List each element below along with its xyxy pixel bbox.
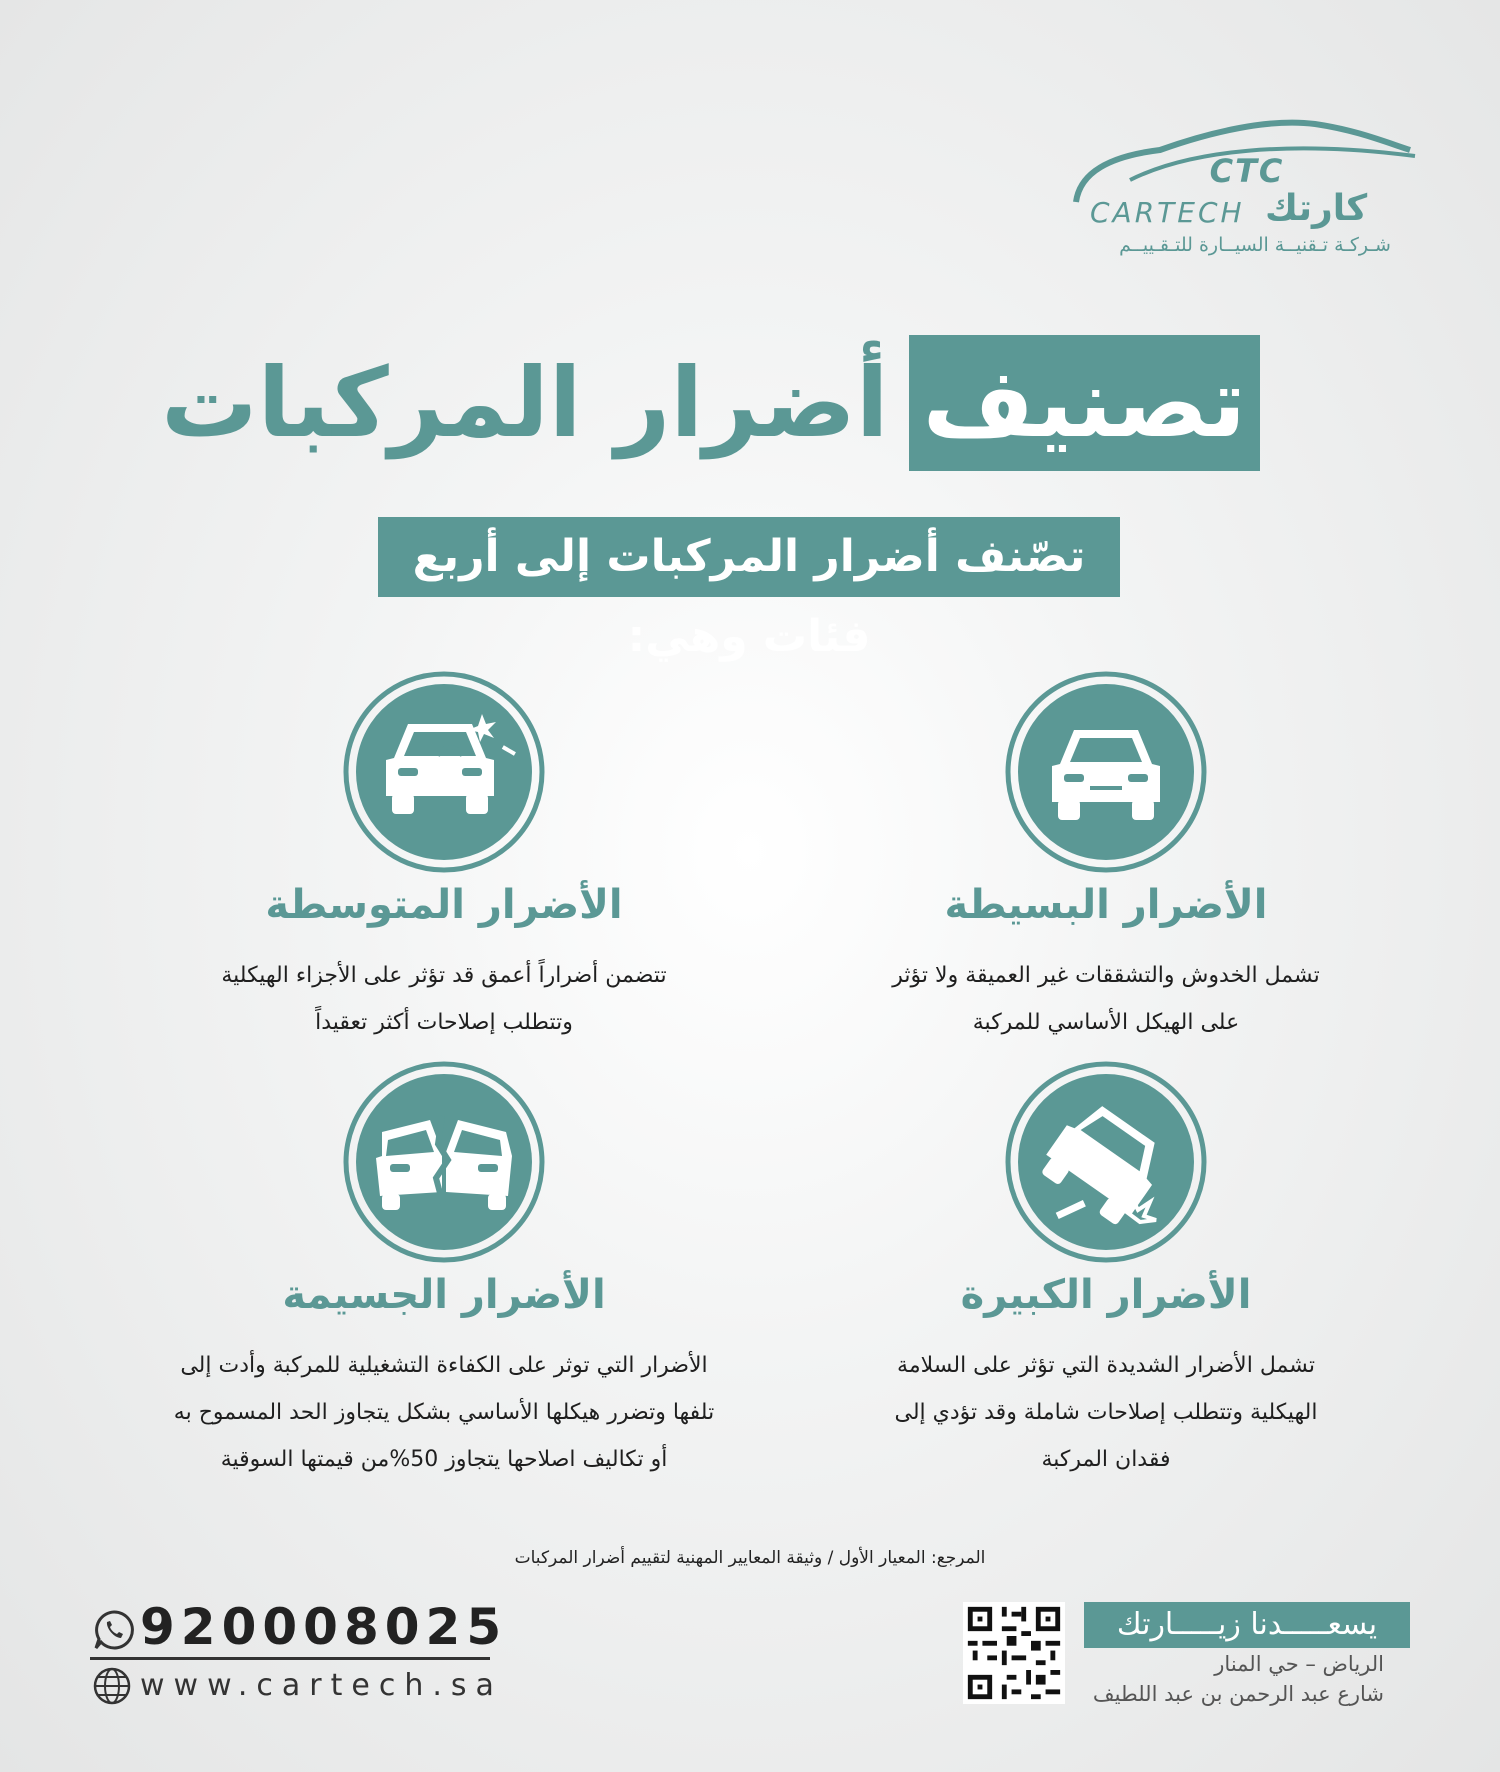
category-description: تتضمن أضراراً أعمق قد تؤثر على الأجزاء الهيكلية وتتطلب إصلاحات أكثر تعقيداً [221,963,667,1035]
category-title: الأضرار الجسيمة [282,1272,606,1318]
category-description: تشمل الخدوش والتشققات غير العميقة ولا تؤثر على الهيكل الأساسي للمركبة [892,963,1320,1035]
page-title-rest: أضرار المركبات [161,347,889,459]
website-link[interactable]: www.cartech.sa [140,1668,503,1703]
page-subtitle: تصّنف أضرار المركبات إلى أربع فئات وهي: [378,517,1120,597]
car-collision-icon [342,1060,546,1264]
category-title: الأضرار المتوسطة [265,882,623,928]
contact-divider [90,1657,490,1660]
category-title: الأضرار الكبيرة [960,1272,1252,1318]
phone-number[interactable]: 920008025 [140,1598,508,1656]
reference-note: المرجع: المعيار الأول / وثيقة المعايير المهنية لتقييم أضرار المركبات [514,1548,986,1568]
page-title [161,335,1260,475]
visit-banner: يسعـــــدنا زيـــــارتك [1084,1602,1410,1648]
logo-name-en: CARTECH [1090,196,1245,229]
globe-icon [92,1666,132,1706]
page-title-highlight: تصنيف [909,335,1260,471]
category-title: الأضرار البسيطة [944,882,1268,928]
category-description: الأضرار التي توثر على الكفاءة التشغيلية للمركبة وأدت إلى تلفها وتضرر هيكلها الأساسي بشكل يتجاوز الحد المسموح به أو تكاليف اصلاحها يتجاوز 50%من قيمتها السوقية [173,1353,715,1472]
brand-logo [1070,110,1420,260]
address-line-2: شارع عبد الرحمن بن عبد اللطيف [1092,1682,1384,1706]
car-rollover-icon [1004,1060,1208,1264]
logo-mark: CTC [1209,152,1285,190]
category-description: تشمل الأضرار الشديدة التي تؤثر على السلامة الهيكلية وتتطلب إصلاحات شاملة وقد تؤدي إلى فقدان المركبة [894,1353,1318,1472]
logo-tagline: شـركـة تـقنيــة السيــارة للتـقـييــم [1119,234,1391,256]
whatsapp-icon [92,1608,136,1652]
logo-name-ar: كارتك [1265,188,1368,229]
address-line-1: الرياض – حي المنار [1214,1652,1384,1676]
car-impact-icon [342,670,546,874]
car-front-icon [1004,670,1208,874]
